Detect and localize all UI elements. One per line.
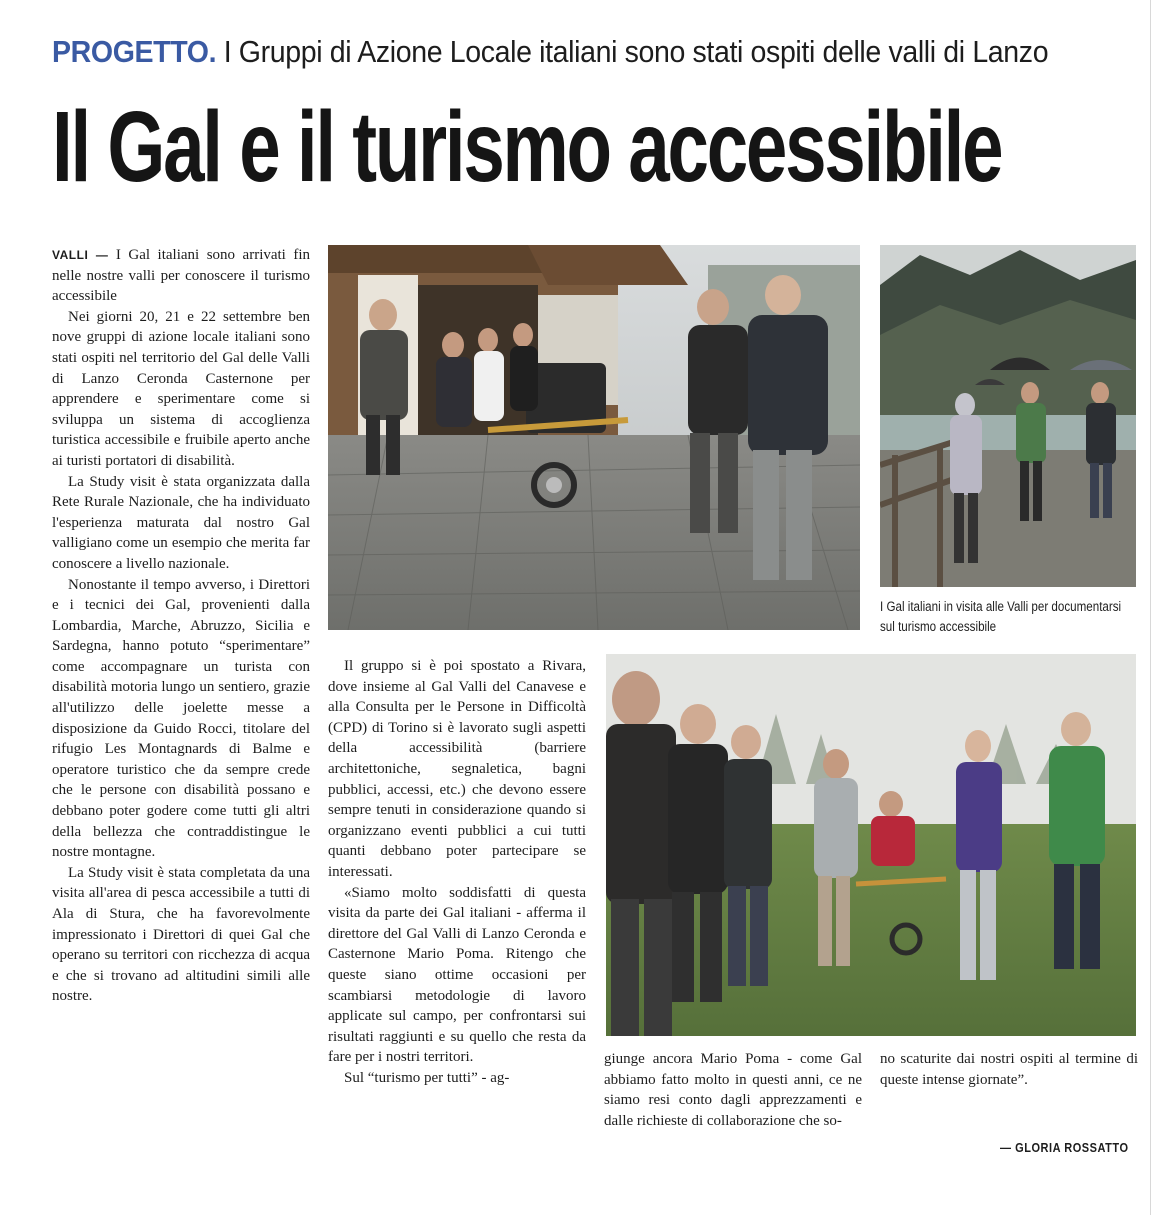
- photo-refuge-group: [328, 245, 860, 630]
- photo-caption: I Gal italiani in visita alle Valli per documentarsi sul turismo accessibile: [880, 599, 1122, 634]
- paragraph: Nonostante il tempo avverso, i Direttori e i tecnici dei Gal, provenienti dalla Lombardia, Marche, Abruzzo, Sicilia e Sardegna, hanno potuto “sperimentare” come accompagnare un turista con disabilità motoria lungo un sentiero, grazie all'utilizzo delle joelette messe a disposizione da Guido Rocci, titolare del rifugio Les Montagnards di Balme e operatore turistico che da sempre crede che le persone con disabilità possano e debbano poter godere come tutti gli altri della bellezza che contraddistingue le nostre montagne.: [52, 576, 310, 861]
- dateline: VALLI —: [52, 248, 109, 262]
- paragraph: «Siamo molto soddisfatti di questa visita da parte dei Gal italiani - afferma il direttore del Gal Valli di Lanzo Ceronda e Casternone Mario Poma. Ritengo che queste siano ottime occasioni per scambiarsi metodologie di lavoro applicate sul campo, per confrontarsi sui risultati raggiunti e su quello che resta da fare per i nostri territori.: [328, 884, 586, 1066]
- article-column-4: [880, 1049, 1138, 1129]
- paragraph: no scaturite dai nostri ospiti al termine di queste intense giornate”.: [880, 1051, 1138, 1088]
- photo-river-group: [880, 245, 1136, 587]
- paragraph: Nei giorni 20, 21 e 22 settembre ben nove gruppi di azione locale italiani sono stati ospiti nel territorio del Gal delle Valli di Lanzo Ceronda Casternone per apprendere e sperimentare come si sviluppa un sistema di accoglienza turistica accessibile e fruibile aperto anche ai turisti portatori di disabilità.: [52, 308, 310, 469]
- paragraph: Sul “turismo per tutti” - ag-: [344, 1069, 510, 1086]
- paragraph: giunge ancora Mario Poma - come Gal abbiamo fatto molto in questi anni, ce ne siamo resi conto dagli apprezzamenti e dalle richieste di collaborazione che so-: [604, 1051, 862, 1129]
- page-edge-rule: [1150, 0, 1151, 1215]
- headline: Il Gal e il turismo accessibile: [52, 91, 1002, 203]
- paragraph: La Study visit è stata completata da una visita all'area di pesca accessibile a tutti di Ala di Stura, che ha favorevolmente impressionato i Direttori di quei Gal che operano su territori con ricchezza di acqua e che si trovano ad altitudini simili alle nostre.: [52, 864, 310, 1005]
- kicker: [52, 32, 1049, 72]
- article-column-3: [604, 1049, 862, 1169]
- kicker-tag: PROGETTO.: [52, 34, 217, 69]
- byline: — GLORIA ROSSATTO: [1000, 1141, 1129, 1155]
- paragraph: Il gruppo si è poi spostato a Rivara, dove insieme al Gal Valli del Canavese e alla Consulta per le Persone in Difficoltà (CPD) di Torino si è lavorato sugli aspetti della accessibilità (barriere architettoniche, segnaletica, bagni pubblici, accessi, etc.) che devono essere sempre tenuti in considerazione quando si organizzano eventi pubblici a cui tutti quanti debbano poter partecipare se interessati.: [328, 658, 586, 880]
- article-column-2: [328, 656, 586, 1166]
- photo-meadow-group: [606, 654, 1136, 1036]
- article-column-1: [52, 245, 310, 1165]
- paragraph: La Study visit è stata organizzata dalla Rete Rurale Nazionale, che ha individuato l'esperienza maturata dal nostro Gal valligiano come un esempio che merita far conoscere a livello nazionale.: [52, 473, 310, 572]
- paragraph-text: I Gal italiani sono arrivati fin nelle nostre valli per conoscere il turismo accessibile: [52, 247, 310, 305]
- paragraph: [52, 245, 310, 307]
- kicker-text: I Gruppi di Azione Locale italiani sono stati ospiti delle valli di Lanzo: [223, 34, 1049, 69]
